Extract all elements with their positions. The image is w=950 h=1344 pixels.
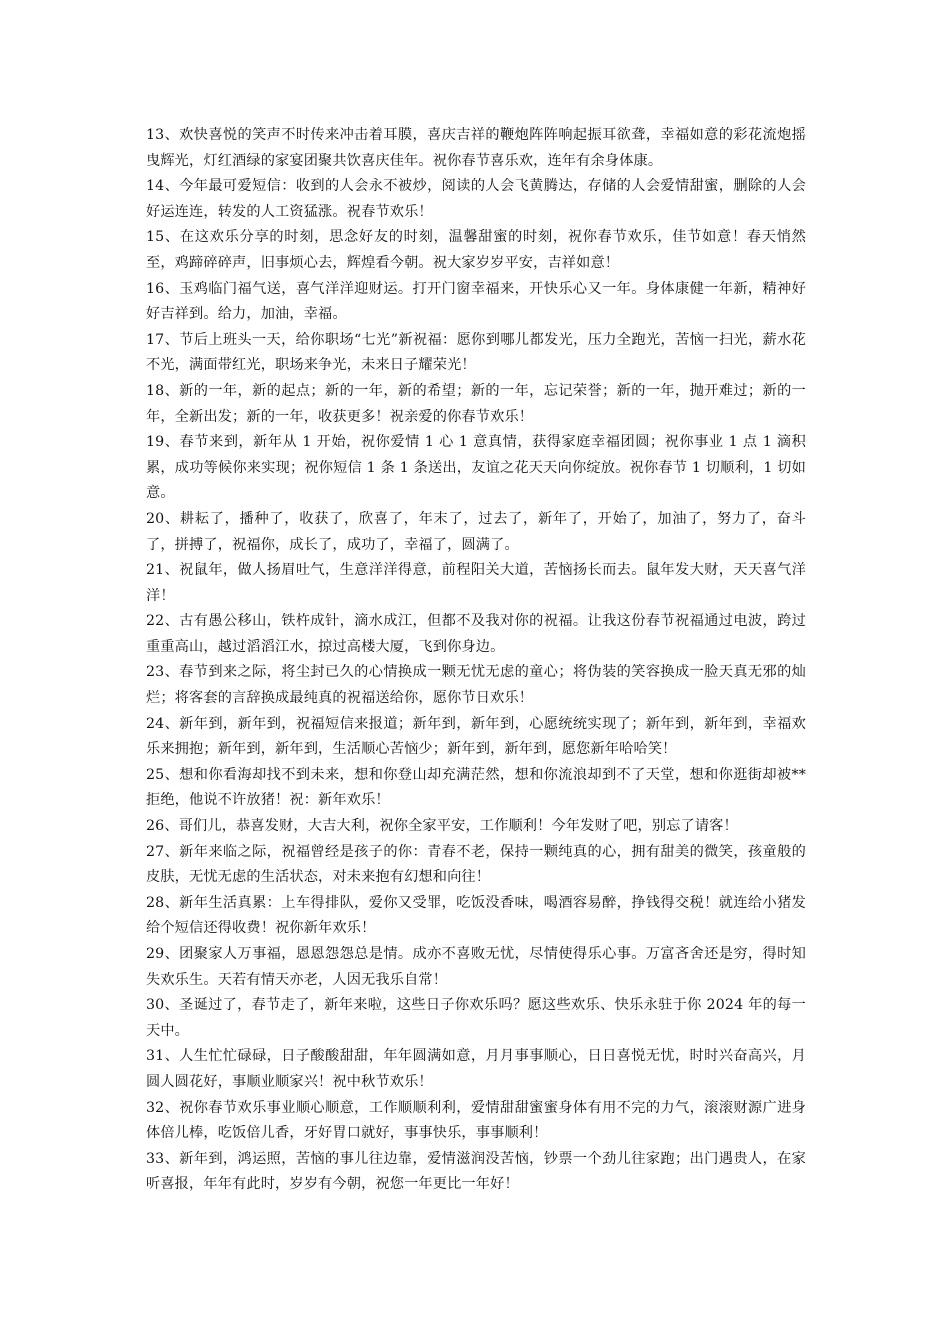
greeting-item-33: 33、新年到，鸿运照，苦恼的事儿往边靠，爱情滋润没苦恼，钞票一个劲儿往家跑；出门遇贵人，在家听喜报，年年有此时，岁岁有今朝，祝您一年更比一年好！ [146,1150,806,1193]
document-body [146,123,806,1198]
greeting-item-19: 19、春节来到，新年从 1 开始，祝你爱情 1 心 1 意真情，获得家庭幸福团圆；祝你事业 1 点 1 滴积累，成功等候你来实现；祝你短信 1 条 1 条送出，友谊之花天天向你绽放。祝你春节 1 切顺利，1 切如意。 [146,434,806,502]
greeting-item-24: 24、新年到，新年到，祝福短信来报道；新年到，新年到，心愿统统实现了；新年到，新年到，幸福欢乐来拥抱；新年到，新年到，生活顺心苦恼少；新年到，新年到，愿您新年哈哈笑！ [146,715,806,758]
greeting-item-25: 25、想和你看海却找不到未来，想和你登山却充满茫然，想和你流浪却到不了天堂，想和你逛街却被**拒绝，他说不许放猪！祝：新年欢乐！ [146,766,806,809]
greeting-item-26: 26、哥们儿，恭喜发财，大吉大利，祝你全家平安，工作顺利！今年发财了吧，别忘了请客！ [146,818,738,835]
greeting-item-20: 20、耕耘了，播种了，收获了，欣喜了，年末了，过去了，新年了，开始了，加油了，努力了，奋斗了，拼搏了，祝福你，成长了，成功了，幸福了，圆满了。 [146,510,806,553]
greeting-item-21: 21、祝鼠年，做人扬眉吐气，生意洋洋得意，前程阳关大道，苦恼扬长而去。鼠年发大财，天天喜气洋洋！ [146,562,806,604]
greeting-item-18: 18、新的一年，新的起点；新的一年，新的希望；新的一年，忘记荣誉；新的一年，抛开难过；新的一年，全新出发；新的一年，收获更多！祝亲爱的你春节欢乐！ [146,382,806,425]
greeting-item-17: 17、节后上班头一天，给你职场“七光”新祝福：愿你到哪儿都发光，压力全跑光，苦恼一扫光，薪水花不光，满面带红光，职场来争光，未来日子耀荣光！ [146,331,806,374]
greeting-item-15: 15、在这欢乐分享的时刻，思念好友的时刻，温馨甜蜜的时刻，祝你春节欢乐，佳节如意！春天悄然至，鸡蹄碎碎声，旧事烦心去，辉煌看今朝。祝大家岁岁平安，吉祥如意！ [146,229,806,271]
greeting-item-32: 32、祝你春节欢乐事业顺心顺意，工作顺顺利利，爱情甜甜蜜蜜身体有用不完的力气，滚滚财源广进身体倍儿棒，吃饭倍儿香，牙好胃口就好，事事快乐，事事顺利！ [146,1099,806,1142]
greeting-item-22: 22、古有愚公移山，铁杵成针，滴水成江，但都不及我对你的祝福。让我这份春节祝福通过电波，跨过重重高山，越过滔滔江水，掠过高楼大厦，飞到你身边。 [146,613,806,655]
greeting-item-16: 16、玉鸡临门福气送，喜气洋洋迎财运。打开门窗幸福来，开快乐心又一年。身体康健一年新，精神好好吉祥到。给力，加油，幸福。 [146,280,806,323]
greeting-item-14: 14、今年最可爱短信：收到的人会永不被炒，阅读的人会飞黄腾达，存储的人会爱情甜蜜，删除的人会好运连连，转发的人工资猛涨。祝春节欢乐！ [146,178,806,220]
greeting-item-27: 27、新年来临之际，祝福曾经是孩子的你：青春不老，保持一颗纯真的心，拥有甜美的微笑，孩童般的皮肤，无忧无虑的生活状态，对未来抱有幻想和向往！ [146,843,806,886]
greeting-item-13: 13、欢快喜悦的笑声不时传来冲击着耳膜，喜庆吉祥的鞭炮阵阵响起振耳欲聋，幸福如意的彩花流炮摇曳辉光，灯红酒绿的家宴团聚共饮喜庆佳年。祝你春节喜乐欢，连年有余身体康。 [146,127,806,169]
greeting-item-31: 31、人生忙忙碌碌，日子酸酸甜甜，年年圆满如意，月月事事顺心，日日喜悦无忧，时时兴奋高兴，月圆人圆花好，事顺业顺家兴！祝中秋节欢乐！ [146,1048,806,1090]
greeting-item-30: 30、圣诞过了，春节走了，新年来啦，这些日子你欢乐吗？愿这些欢乐、快乐永驻于你 2024 年的每一天中。 [146,997,806,1039]
greeting-item-29: 29、团聚家人万事福，恩恩怨怨总是情。成亦不喜败无忧，尽情使得乐心事。万富吝舍还是穷，得时知失欢乐生。天若有情天亦老，人因无我乐自常！ [146,946,806,988]
greeting-item-28: 28、新年生活真累：上车得排队，爱你又受罪，吃饭没香味，喝酒容易醉，挣钱得交税！就连给小猪发给个短信还得收费！祝你新年欢乐！ [146,894,806,937]
greeting-item-23: 23、春节到来之际，将尘封已久的心情换成一颗无忧无虑的童心；将伪装的笑容换成一脸天真无邪的灿烂；将客套的言辞换成最纯真的祝福送给你，愿你节日欢乐！ [146,664,806,707]
